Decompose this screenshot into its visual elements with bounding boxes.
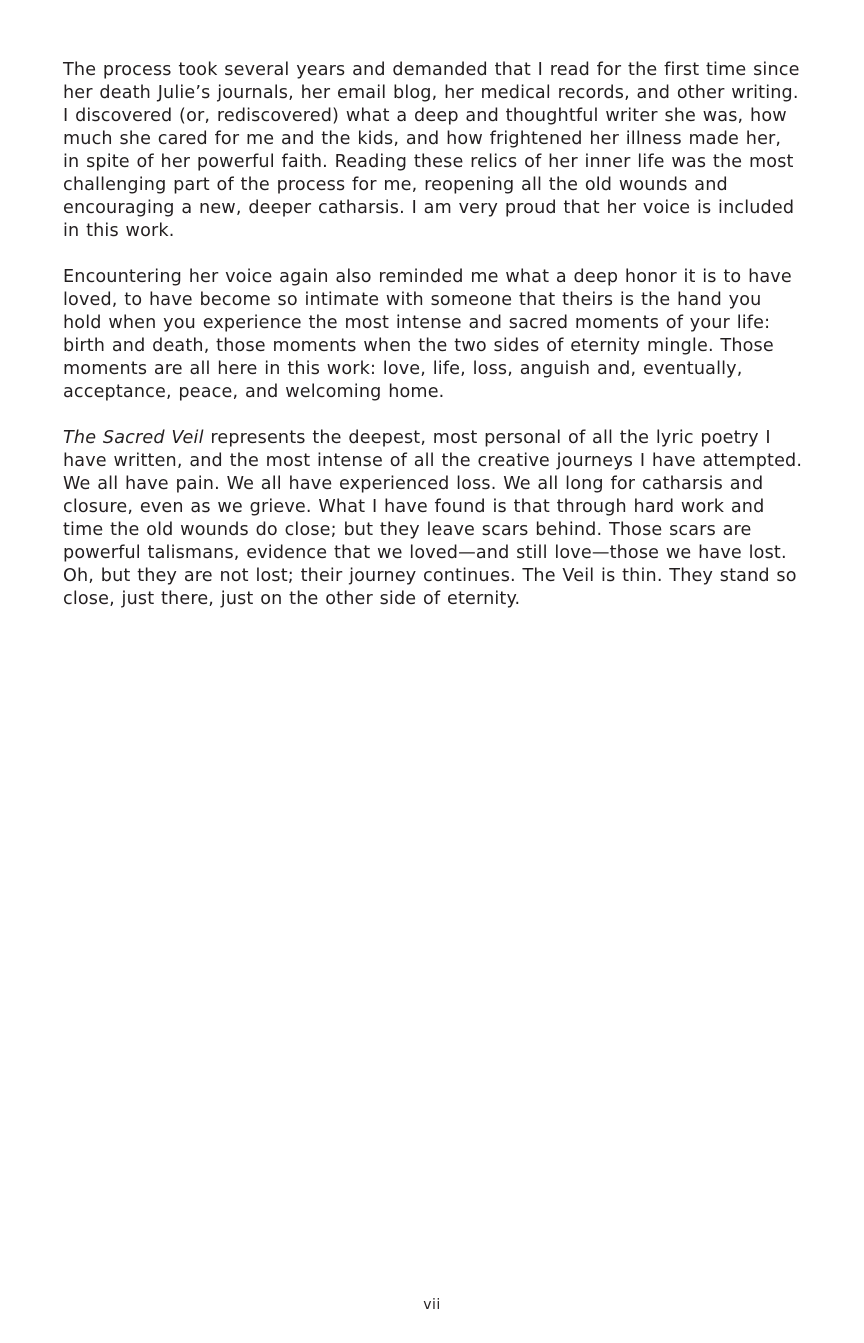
page-number: vii <box>423 1297 441 1313</box>
book-title: The Sacred Veil <box>63 428 204 448</box>
paragraph-2: Encountering her voice again also reminded me what a deep honor it is to have loved, to have become so intimate with someone that theirs is the hand you hold when you experience the most intense and sacred moments of your life: birth and death, those moments when the two sides of eternity mingle. Those moments are all here in this work: love, life, loss, anguish and, eventually, acceptance, peace, and welcoming home. <box>63 267 792 402</box>
page-body <box>63 59 803 634</box>
paragraph-1: The process took several years and demanded that I read for the first time since her death Julie’s journals, her email blog, her medical records, and other writing. I discovered (or, rediscovered) what a deep and thoughtful writer she was, how much she cared for me and the kids, and how frightened her illness made her, in spite of her powerful faith. Reading these relics of her inner life was the most challenging part of the process for me, reopening all the old wounds and encouraging a new, deeper catharsis. I am very proud that her voice is included in this work. <box>63 60 800 241</box>
paragraph-3-text: represents the deepest, most personal of all the lyric poetry I have written, and the most intense of all the creative journeys I have attempted. We all have pain. We all have experienced loss. We all long for catharsis and closure, even as we grieve. What I have found is that through hard work and time the old wounds do close; but they leave scars behind. Those scars are powerful talismans, evidence that we loved—and still love—those we have lost. Oh, but they are not lost; their journey continues. The Veil is thin. They stand so close, just there, just on the other side of eternity. <box>63 428 803 609</box>
paragraph-3 <box>63 427 803 611</box>
